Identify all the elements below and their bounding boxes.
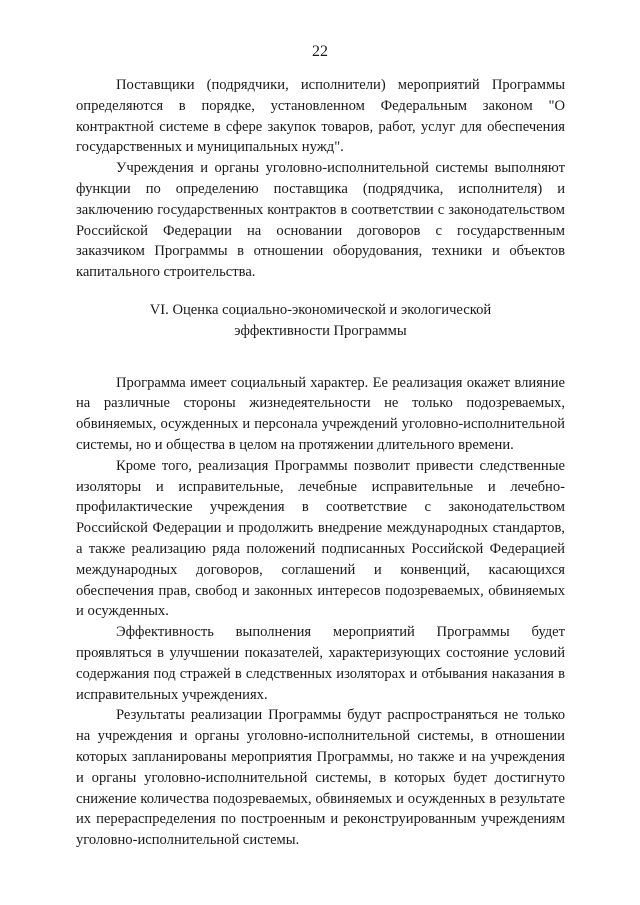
page-number: 22 [312, 43, 328, 60]
paragraph-results: Результаты реализации Программы будут распространяться не только на учреждения и органы уголовно-исполнительной системы, в отношении которых запланированы мероприятия Программы, но также и на учреждения и органы уголовно-исполнительной системы, в которых будет достигнуто снижение количества подозреваемых, обвиняемых и осужденных в результате их перераспределения по построенным и реконструированным учреждениям уголовно-исполнительной системы. [76, 707, 565, 849]
document-body [76, 75, 565, 851]
paragraph-efficiency: Эффективность выполнения мероприятий Программы будет проявляться в улучшении показателей, характеризующих состояние условий содержания под стражей в следственных изоляторах и отбывания наказания в исправительных учреждениях. [76, 624, 565, 703]
paragraph-suppliers: Поставщики (подрядчики, исполнители) мероприятий Программы определяются в порядке, установленном Федеральным законом "О контрактной системе в сфере закупок товаров, работ, услуг для обеспечения государственных и муниципальных нужд". [76, 77, 565, 156]
paragraph-institutions: Учреждения и органы уголовно-исполнительной системы выполняют функции по определению поставщика (подрядчика, исполнителя) и заключению государственных контрактов в соответствии с законодательством Российской Федерации на основании договоров с государственным заказчиком Программы в отношении оборудования, техники и объектов капитального строительства. [76, 160, 565, 281]
section-heading-line-1: VI. Оценка социально-экономической и экологической [149, 301, 492, 318]
paragraph-standards: Кроме того, реализация Программы позволит привести следственные изоляторы и исправительные, лечебные исправительные и лечебно-профилактические учреждения в соответствие с законодательством Российской Федерации и продолжить внедрение международных стандартов, а также реализацию ряда положений подписанных Российской Федерацией международных договоров, соглашений и конвенций, касающихся обеспечения прав, свобод и законных интересов подозреваемых, обвиняемых и осужденных. [76, 457, 565, 620]
section-heading [76, 300, 565, 342]
paragraph-social-character: Программа имеет социальный характер. Ее реализация окажет влияние на различные стороны жизнедеятельности не только подозреваемых, обвиняемых, осужденных и персонала учреждений уголовно-исполнительной системы, но и общества в целом на протяжении длительного времени. [76, 374, 565, 453]
section-heading-line-2: эффективности Программы [234, 322, 407, 339]
